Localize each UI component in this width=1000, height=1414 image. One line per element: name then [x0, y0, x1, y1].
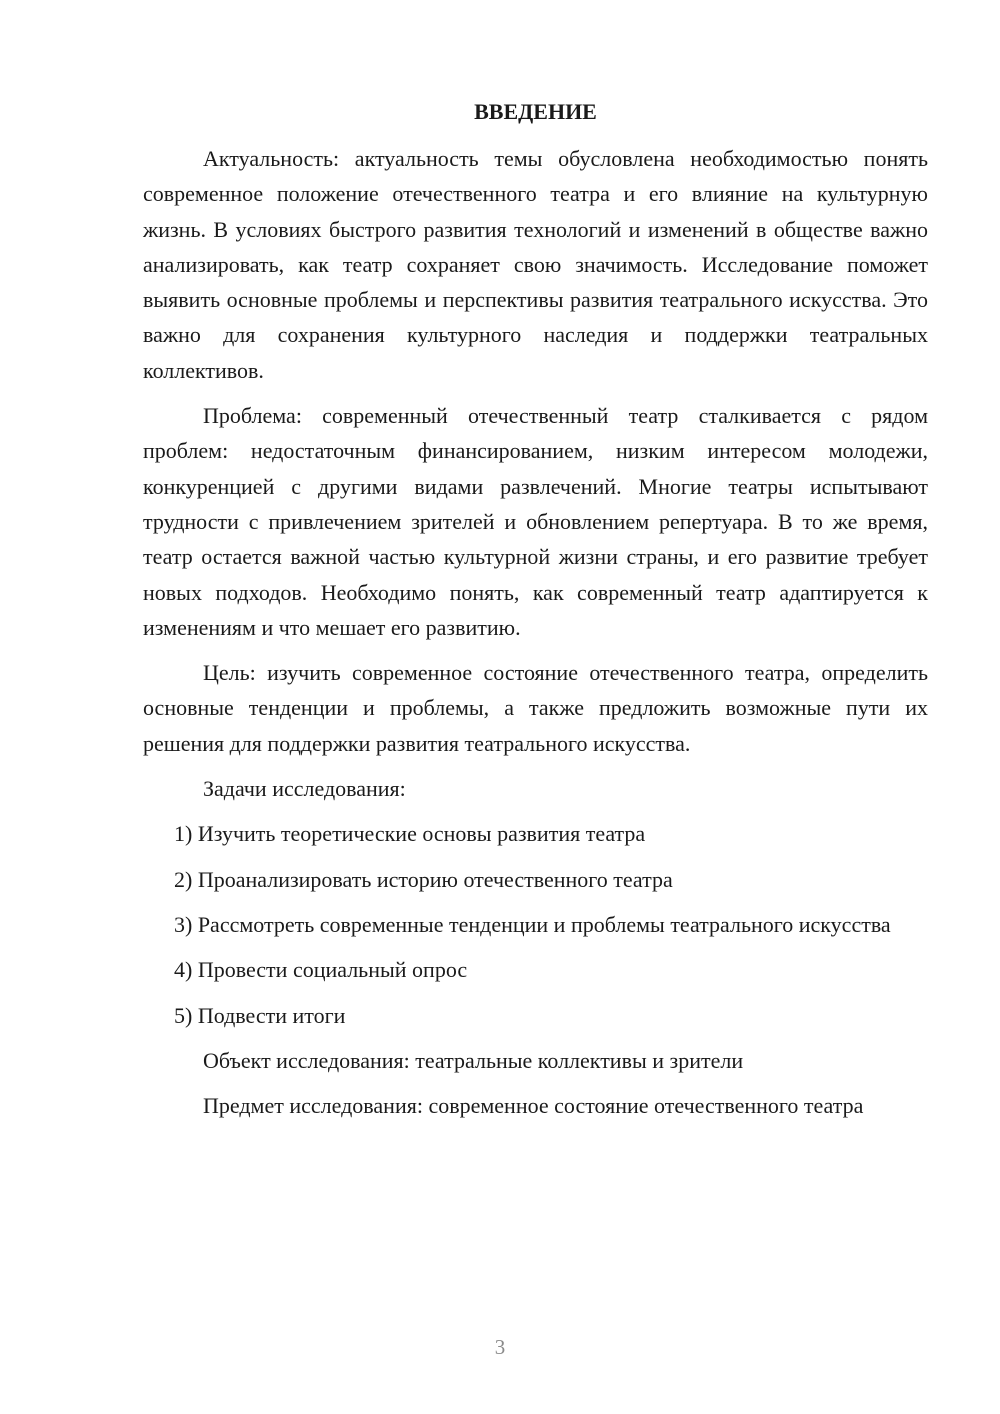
research-subject: Предмет исследования: современное состояние отечественного театра [203, 1093, 864, 1119]
paragraph-problem: Проблема: современный отечественный театр сталкивается с рядом проблем: недостаточным финансированием, низким интересом молодежи, конкуренцией с другими видами развлечений. Многие театры испытывают трудности с привлечением зрителей и обновлением репертуара. В то же время, театр остается важной частью культурной жизни страны, и его развитие требует новых подходов. Необходимо понять, как современный театр адаптируется к изменениям и что мешает его развитию. [143, 403, 928, 640]
research-object: Объект исследования: театральные коллективы и зрители [203, 1047, 744, 1073]
tasks-list [143, 816, 928, 1032]
page-number: 3 [494, 1335, 506, 1359]
list-item: 2) Проанализировать историю отечественного театра [174, 866, 673, 892]
section-heading: ВВЕДЕНИЕ [474, 99, 597, 124]
paragraph-relevance: Актуальность: актуальность темы обусловлена необходимостью понять современное положение отечественного театра и его влияние на культурную жизнь. В условиях быстрого развития технологий и изменений в обществе важно анализировать, как театр сохраняет свою значимость. Исследование поможет выявить основные проблемы и перспективы развития театрального искусства. Это важно для сохранения культурного наследия и поддержки театральных коллективов. [143, 146, 928, 383]
tasks-heading: Задачи исследования: [203, 776, 406, 802]
page-content [143, 94, 928, 1123]
list-item: 5) Подвести итоги [174, 1002, 346, 1028]
paragraph-goal: Цель: изучить современное состояние отечественного театра, определить основные тенденции и проблемы, а также предложить возможные пути их решения для поддержки развития театрального искусства. [143, 660, 928, 756]
list-item: 3) Рассмотреть современные тенденции и проблемы театрального искусства [174, 911, 891, 937]
list-item: 4) Провести социальный опрос [174, 957, 468, 983]
list-item: 1) Изучить теоретические основы развития театра [174, 821, 646, 847]
